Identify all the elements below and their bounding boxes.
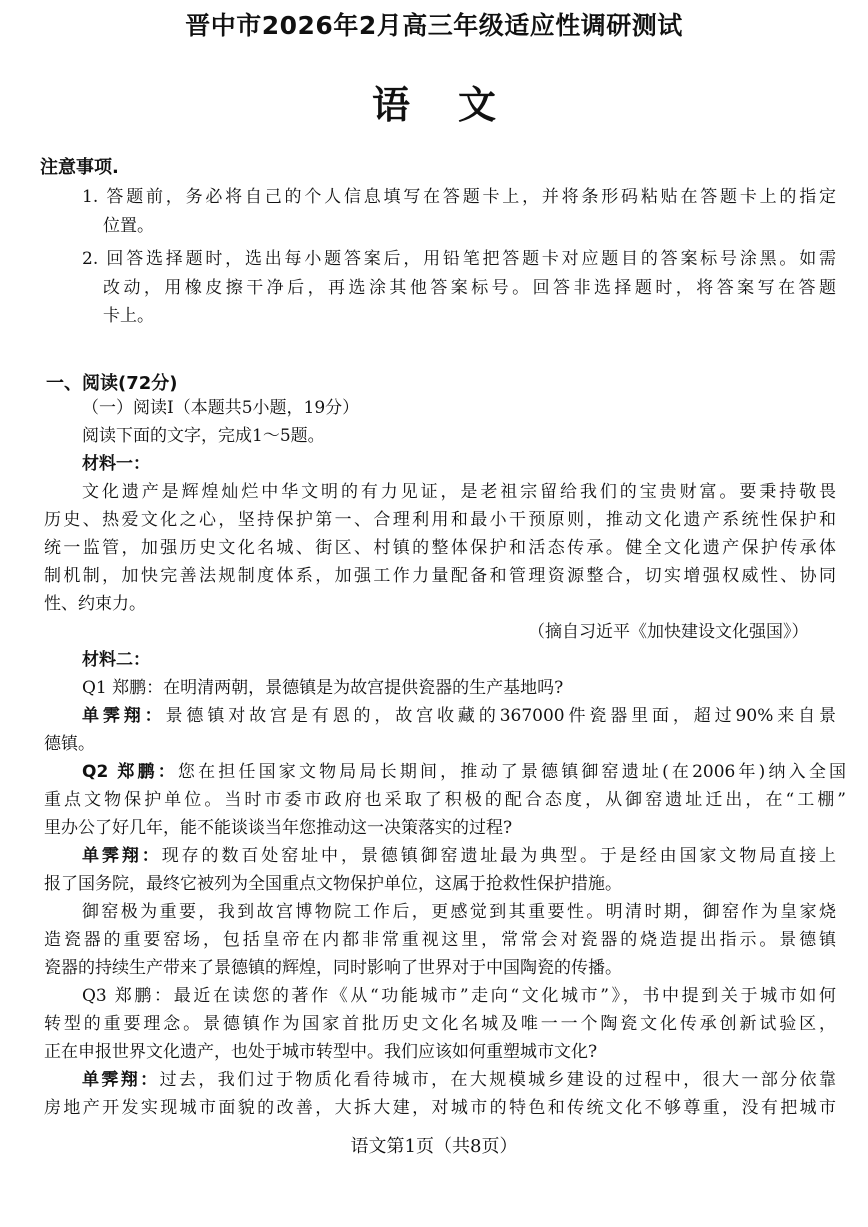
notice-item-2-line-2: 改动，用橡皮擦干净后，再选涂其他答案标号。回答非选择题时，将答案写在答题 bbox=[103, 278, 836, 298]
interview-a3-line-1 bbox=[82, 1069, 836, 1091]
material-1-line: 历史、热爱文化之心，坚持保护第一、合理利用和最小干预原则，推动文化遗产系统性保护和 bbox=[44, 510, 836, 530]
subsection-heading: （一）阅读I（本题共5小题，19分） bbox=[82, 398, 360, 418]
paragraph-line: 御窑极为重要，我到故宫博物院工作后，更感觉到其重要性。明清时期，御窑作为皇家烧 bbox=[82, 902, 836, 922]
material-1-line: 性、约束力。 bbox=[44, 594, 146, 614]
a3-speaker: 单霁翔： bbox=[82, 1070, 160, 1090]
a1-text: 景德镇对故宫是有恩的，故宫收藏的367000件瓷器里面，超过90%来自景 bbox=[165, 706, 836, 726]
material-1-line: 文化遗产是辉煌灿烂中华文明的有力见证，是老祖宗留给我们的宝贵财富。要秉持敬畏 bbox=[82, 482, 836, 502]
interview-a3-line-2: 房地产开发实现城市面貌的改善，大拆大建，对城市的特色和传统文化不够尊重，没有把城市 bbox=[44, 1098, 836, 1118]
a3-text: 过去，我们过于物质化看待城市，在大规模城乡建设的过程中，很大一部分依靠 bbox=[159, 1070, 837, 1090]
exam-title: 晋中市2026年2月高三年级适应性调研测试 bbox=[185, 11, 683, 40]
section-heading: 一、阅读(72分) bbox=[46, 373, 178, 394]
interview-q3-line-3: 正在申报世界文化遗产，也处于城市转型中。我们应该如何重塑城市文化? bbox=[44, 1042, 598, 1062]
notice-item-2-line-1: 2. 回答选择题时，选出每小题答案后，用铅笔把答题卡对应题目的答案标号涂黑。如需 bbox=[82, 249, 836, 269]
reading-instruction: 阅读下面的文字，完成1～5题。 bbox=[82, 426, 325, 446]
material-1-line: 统一监管，加强历史文化名城、街区、村镇的整体保护和活态传承。健全文化遗产保护传承体 bbox=[44, 538, 836, 558]
material-1-label: 材料一： bbox=[82, 454, 150, 474]
q1-speaker: Q1 郑鹏： bbox=[82, 678, 164, 698]
material-1-line: 制机制，加快完善法规制度体系，加强工作力量配备和管理资源整合，切实增强权威性、协同 bbox=[44, 566, 836, 586]
interview-q3-line-1 bbox=[82, 985, 836, 1007]
interview-q2-line-1 bbox=[82, 761, 846, 783]
paragraph-line: 造瓷器的重要窑场，包括皇帝在内都非常重视这里，常常会对瓷器的烧造提出指示。景德镇 bbox=[44, 930, 836, 950]
q3-speaker: Q3 郑鹏： bbox=[82, 986, 174, 1006]
page-number: 语文第1页（共8页） bbox=[350, 1136, 518, 1157]
interview-q3-line-2: 转型的重要理念。景德镇作为国家首批历史文化名城及唯一一个陶瓷文化传承创新试验区， bbox=[44, 1014, 836, 1034]
material-2-label: 材料二： bbox=[82, 650, 150, 670]
interview-q2-line-2: 重点文物保护单位。当时市委市政府也采取了积极的配合态度，从御窑遗址迁出，在“工棚” bbox=[44, 790, 846, 810]
q2-text: 您在担任国家文物局局长期间，推动了景德镇御窑遗址(在2006年)纳入全国 bbox=[177, 762, 847, 782]
q1-text: 在明清两朝，景德镇是为故宫提供瓷器的生产基地吗? bbox=[163, 678, 564, 698]
notice-item-1-line-1: 1. 答题前，务必将自己的个人信息填写在答题卡上，并将条形码粘贴在答题卡上的指定 bbox=[82, 187, 836, 207]
a1-speaker: 单霁翔： bbox=[82, 706, 166, 726]
a2-text: 现存的数百处窑址中，景德镇御窑遗址最为典型。于是经由国家文物局直接上 bbox=[161, 846, 837, 866]
q2-speaker: Q2 郑鹏： bbox=[82, 762, 178, 782]
q3-text: 最近在读您的著作《从“功能城市”走向“文化城市”》，书中提到关于城市如何 bbox=[173, 986, 836, 1006]
interview-a1-line-1 bbox=[82, 705, 836, 727]
subject-title: 语文 bbox=[371, 82, 544, 127]
interview-a2-line-2: 报了国务院，最终它被列为全国重点文物保护单位，这属于抢救性保护措施。 bbox=[44, 874, 622, 894]
interview-q1 bbox=[82, 677, 563, 699]
interview-q2-line-3: 里办公了好几年，能不能谈谈当年您推动这一决策落实的过程? bbox=[44, 818, 513, 838]
notice-item-1-line-2: 位置。 bbox=[103, 216, 154, 236]
notice-heading: 注意事项. bbox=[40, 157, 119, 178]
a2-speaker: 单霁翔： bbox=[82, 846, 162, 866]
material-1-source: （摘自习近平《加快建设文化强国》） bbox=[528, 622, 809, 642]
notice-item-2-line-3: 卡上。 bbox=[103, 306, 154, 326]
interview-a1-line-2: 德镇。 bbox=[44, 734, 95, 754]
interview-a2-line-1 bbox=[82, 845, 836, 867]
paragraph-line: 瓷器的持续生产带来了景德镇的辉煌，同时影响了世界对于中国陶瓷的传播。 bbox=[44, 958, 622, 978]
